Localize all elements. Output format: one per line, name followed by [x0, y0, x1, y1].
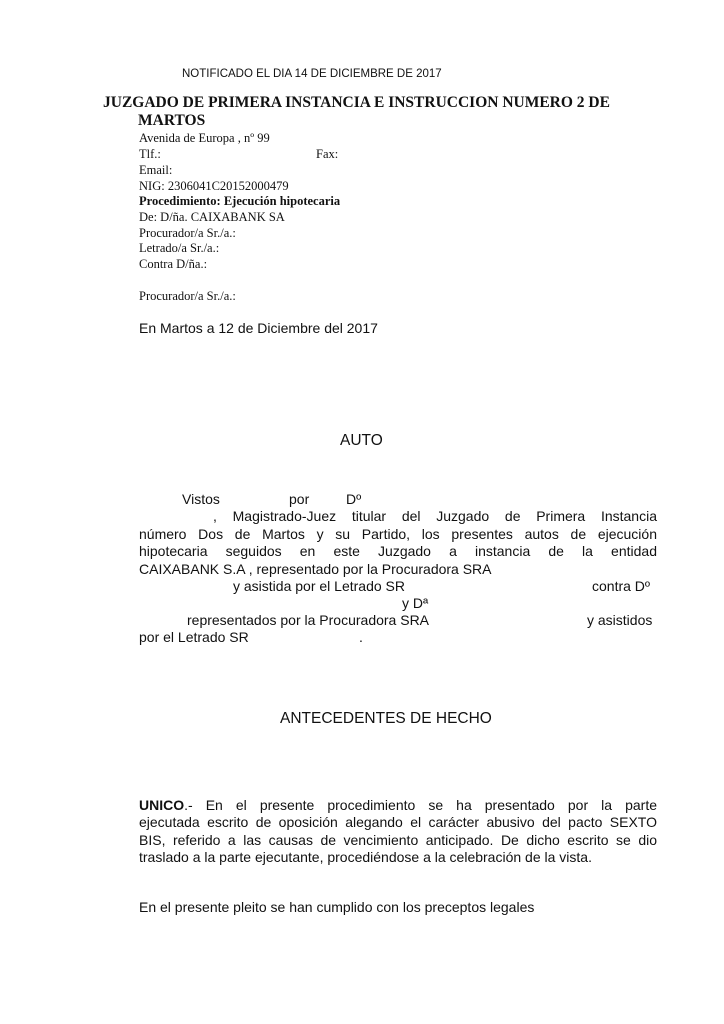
procurador-line-1: Procurador/a Sr./a.:	[139, 226, 236, 240]
vistos-por: por	[289, 491, 310, 507]
vistos-line-7: y Dª	[402, 595, 429, 611]
unico-line-2: ejecutada escrito de oposición alegando el carácter abusivo del pacto SEXTO	[139, 814, 657, 830]
letrado-line: Letrado/a Sr./a.:	[139, 241, 220, 255]
vistos-line-4: hipotecaria seguidos en este Juzgado a instancia de la entidad	[139, 543, 657, 559]
procedure-line	[139, 194, 340, 209]
vistos-contra: contra Dº	[592, 578, 651, 594]
contra-line: Contra D/ña.:	[139, 257, 208, 271]
vistos-line-6: y asistida por el Letrado SR	[233, 578, 405, 594]
unico-line-4: traslado a la parte ejecutante, procediéndose a la celebración de la vista.	[139, 849, 592, 865]
vistos-line-9: por el Letrado SR	[139, 629, 249, 645]
court-address: Avenida de Europa , nº 99	[139, 131, 270, 145]
nig-number: NIG: 2306041C20152000479	[139, 179, 289, 193]
procurador-line-2: Procurador/a Sr./a.:	[139, 289, 236, 303]
vistos-period: .	[359, 629, 363, 645]
vistos-line-5: CAIXABANK S.A , representado por la Procuradora SRA	[139, 561, 492, 577]
plaintiff-line: De: D/ña. CAIXABANK SA	[139, 210, 285, 224]
tlf-label: Tlf.:	[139, 147, 161, 161]
date-line: En Martos a 12 de Diciembre del 2017	[139, 320, 378, 336]
vistos-asistidos: y asistidos	[587, 612, 653, 628]
court-name	[103, 94, 610, 130]
procedure-label: Procedimiento:	[139, 194, 221, 208]
vistos-line-8: representados por la Procuradora SRA	[187, 612, 430, 628]
email-label: Email:	[139, 163, 173, 177]
unico-label: UNICO	[139, 797, 185, 813]
vistos-line-3: número Dos de Martos y su Partido, los presentes autos de ejecución	[139, 526, 657, 542]
unico-line-1	[139, 797, 657, 813]
court-name-line-2: MARTOS	[138, 112, 206, 129]
auto-title: AUTO	[340, 432, 383, 449]
vistos-line-2: , Magistrado-Juez titular del Juzgado de Primera Instancia	[213, 508, 657, 524]
vistos-don: Dº	[346, 491, 362, 507]
notification-stamp: NOTIFICADO EL DIA 14 DE DICIEMBRE DE 2017	[182, 68, 442, 80]
vistos-word: Vistos	[182, 491, 220, 507]
court-name-line-1: JUZGADO DE PRIMERA INSTANCIA E INSTRUCCION NUMERO 2 DE	[103, 94, 610, 111]
unico-line-3: BIS, referido a las causas de vencimiento anticipado. De dicho escrito se dio	[139, 832, 657, 848]
unico-line-1-text: .- En el presente procedimiento se ha presentado por la parte	[184, 797, 657, 813]
procedure-value: Ejecución hipotecaria	[223, 194, 341, 208]
final-paragraph: En el presente pleito se han cumplido con los preceptos legales	[139, 899, 535, 915]
fax-label: Fax:	[316, 147, 339, 161]
antecedentes-title: ANTECEDENTES DE HECHO	[280, 710, 492, 727]
